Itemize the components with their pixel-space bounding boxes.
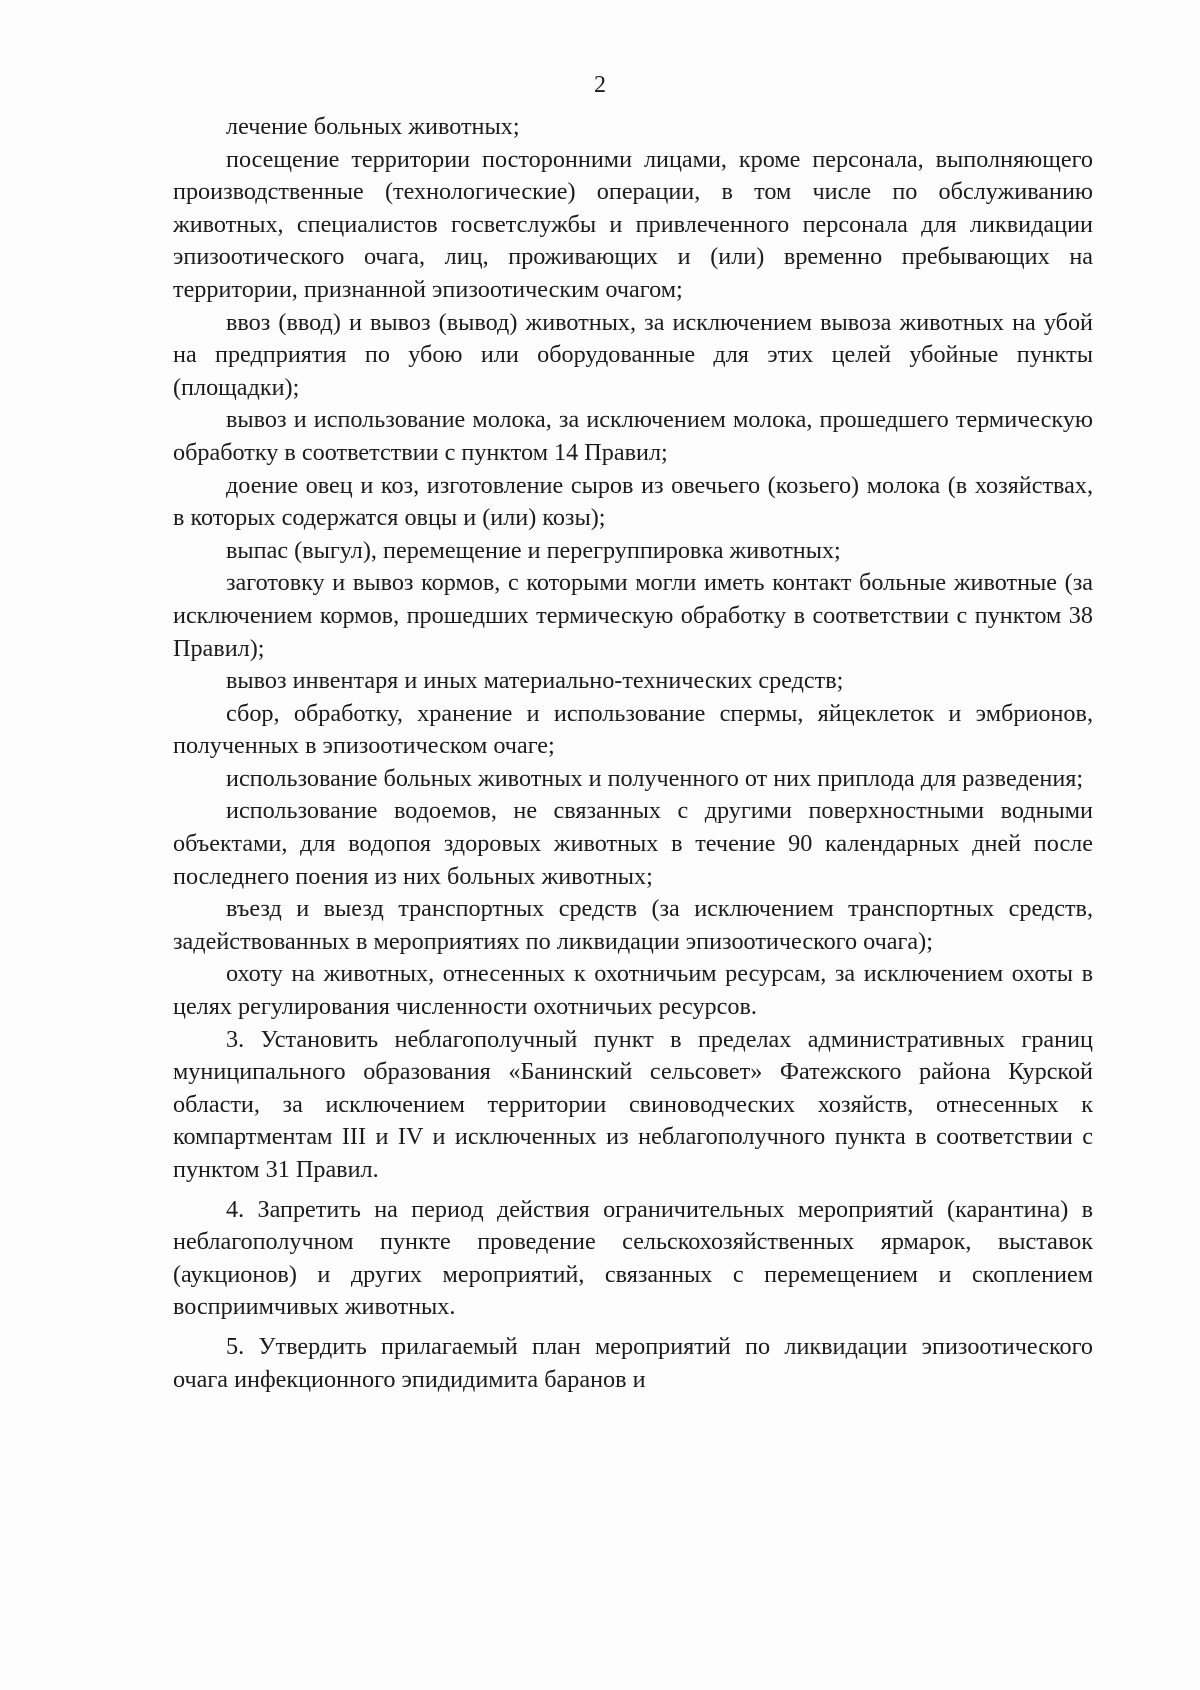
list-item: использование водоемов, не связанных с другими поверхностными водными объектами, для водопоя здоровых животных в течение 90 календарных дней после последнего поения из них больных животных; [173, 797, 1093, 890]
list-item: использование больных животных и полученного от них приплода для разведения; [226, 764, 1084, 792]
list-item: лечение больных животных; [226, 113, 520, 140]
list-item: посещение территории посторонними лицами, кроме персонала, выполняющего производственные (технологические) операции, в том числе по обслуживанию животных, специалистов госветслужбы и привлеченного персонала для ликвидации эпизоотического очага, лиц, проживающих и (или) временно пребывающих на территории, признанной эпизоотическим очагом; [173, 145, 1093, 303]
list-item: доение овец и коз, изготовление сыров из овечьего (козьего) молока (в хозяйствах, в которых содержатся овцы и (или) козы); [173, 471, 1093, 532]
document-body [173, 111, 1093, 1396]
list-item: въезд и выезд транспортных средств (за исключением транспортных средств, задействованных в мероприятиях по ликвидации эпизоотического очага); [173, 895, 1093, 955]
list-item: вывоз инвентаря и иных материально-технических средств; [226, 667, 844, 695]
numbered-item-5: 5. Утвердить прилагаемый план мероприятий по ликвидации эпизоотического очага инфекционного эпидидимита баранов и [173, 1332, 1093, 1393]
numbered-item-3: 3. Установить неблагополучный пункт в пределах административных границ муниципального образования «Банинский сельсовет» Фатежского района Курской области, за исключением территории свиноводческих хозяйств, отнесенных к компартментам III и IV и исключенных из неблагополучного пункта в соответствии с пунктом 31 Правил. [173, 1025, 1093, 1183]
list-item: заготовку и вывоз кормов, с которыми могли иметь контакт больные животные (за исключением кормов, прошедших термическую обработку в соответствии с пунктом 38 Правил); [173, 569, 1093, 662]
list-item: сбор, обработку, хранение и использование спермы, яйцеклеток и эмбрионов, полученных в эпизоотическом очаге; [173, 699, 1093, 760]
page-number: 2 [594, 72, 606, 98]
list-item: охоту на животных, отнесенных к охотничьим ресурсам, за исключением охоты в целях регулирования численности охотничьих ресурсов. [173, 960, 1093, 1021]
list-item: выпас (выгул), перемещение и перегруппировка животных; [226, 536, 841, 564]
list-item: вывоз и использование молока, за исключением молока, прошедшего термическую обработку в соответствии с пунктом 14 Правил; [173, 406, 1093, 466]
list-item: ввоз (ввод) и вывоз (вывод) животных, за исключением вывоза животных на убой на предприятия по убою или оборудованные для этих целей убойные пункты (площадки); [173, 308, 1093, 401]
numbered-item-4: 4. Запретить на период действия ограничительных мероприятий (карантина) в неблагополучном пункте проведение сельскохозяйственных ярмарок, выставок (аукционов) и других мероприятий, связанных с перемещением и скоплением восприимчивых животных. [173, 1195, 1093, 1321]
